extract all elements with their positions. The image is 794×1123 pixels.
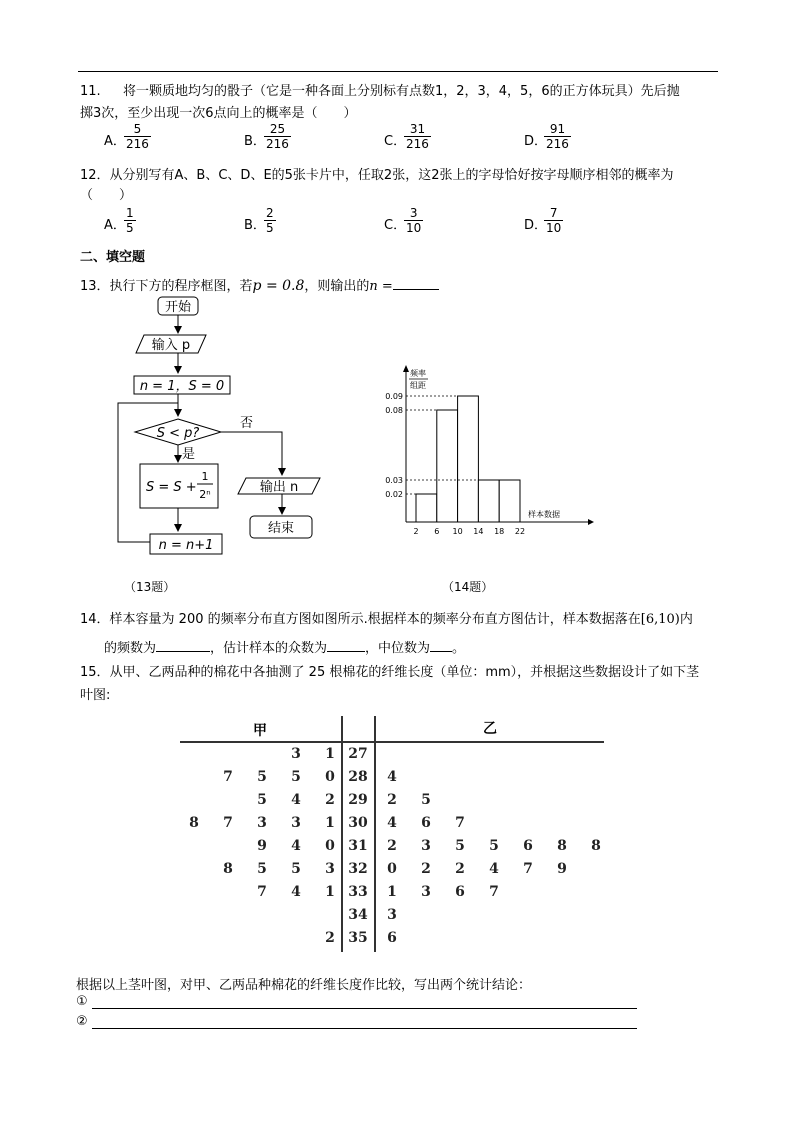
q14-median-blank[interactable]: [430, 638, 452, 652]
flow-start-label: 开始: [164, 300, 192, 315]
q13-var: n =: [369, 279, 393, 294]
q12-option-3-label: D．: [524, 218, 548, 233]
q11-option-2-label: C．: [384, 134, 407, 149]
stem-34: 34: [348, 907, 368, 923]
leaf-right: 7: [523, 861, 533, 877]
q11-option-2-denominator: 216: [406, 137, 429, 151]
q11-option-3-denominator: 216: [546, 137, 569, 151]
leaf-right: 5: [421, 792, 431, 808]
q12-option-3-denominator: 10: [546, 221, 562, 235]
leaf-left: 4: [291, 838, 301, 854]
stem-leaf-right-header: 乙: [483, 721, 497, 737]
q11-option-3-fraction[interactable]: [544, 122, 571, 151]
leaf-right: 4: [387, 815, 397, 831]
stem-28: 28: [348, 769, 368, 785]
leaf-right: 3: [387, 907, 397, 923]
leaf-right: 6: [523, 838, 533, 854]
q12-option-1-label: B．: [244, 218, 266, 233]
q11-option-3-numerator: 91: [544, 122, 571, 137]
leaf-left: 7: [223, 815, 233, 831]
q11-option-1-denominator: 216: [266, 137, 289, 151]
q15-answer-line-1[interactable]: [92, 1008, 637, 1009]
q14-mode-blank[interactable]: [327, 638, 365, 652]
leaf-right: 5: [455, 838, 465, 854]
flow-assign-num: 1: [201, 470, 209, 483]
q15-answer-line-2[interactable]: [92, 1028, 637, 1029]
stem-33: 33: [348, 884, 368, 900]
histogram-bar: [458, 396, 479, 522]
histogram-bar: [499, 480, 520, 522]
q15-line1: 15．从甲、乙两品种的棉花中各抽测了 25 根棉花的纤维长度（单位：mm），并根据这些数据设计了如下茎: [80, 665, 700, 680]
q14-line2: [104, 637, 465, 656]
leaf-right: 7: [455, 815, 465, 831]
flow-assign-left: S = S +: [146, 480, 197, 495]
y-tick-label: 0.03: [385, 476, 403, 485]
flow-decision-label: S < p?: [156, 426, 200, 441]
q15-mark1: ①: [76, 994, 88, 1009]
leaf-right: 4: [387, 769, 397, 785]
flow-no-label: 否: [240, 416, 254, 431]
q12-option-0-numerator: 1: [126, 206, 134, 220]
q14-frequency-blank[interactable]: [156, 638, 210, 652]
leaf-right: 6: [455, 884, 465, 900]
flowchart: [110, 292, 340, 572]
leaf-right: 9: [557, 861, 567, 877]
q13-mid: ，则输出的: [304, 279, 370, 294]
y-label-bottom: 组距: [410, 381, 426, 390]
x-tick-label: 2: [413, 527, 419, 536]
leaf-left: 5: [257, 861, 267, 877]
leaf-left: 5: [291, 861, 301, 877]
y-tick-label: 0.02: [385, 490, 403, 499]
x-tick-label: 10: [452, 527, 463, 536]
flow-init-label: n = 1，S = 0: [139, 379, 225, 394]
x-tick-label: 18: [494, 527, 505, 536]
flow-output-label: 输出 n: [259, 480, 299, 495]
q12-option-2-denominator: 10: [406, 221, 422, 235]
stem-27: 27: [348, 746, 368, 762]
histogram-bar: [437, 410, 458, 522]
q15-line2: 叶图:: [80, 688, 111, 703]
q12-option-0-label: A．: [104, 218, 126, 233]
q12-option-0-denominator: 5: [126, 221, 134, 235]
q11-option-2-numerator: 31: [404, 122, 431, 137]
leaf-left: 1: [325, 884, 335, 900]
leaf-right: 3: [421, 884, 431, 900]
flow-yes-label: 是: [182, 447, 196, 462]
top-rule: [78, 71, 718, 72]
leaf-left: 8: [223, 861, 233, 877]
leaf-left: 2: [325, 792, 335, 808]
q11-option-0-fraction[interactable]: [124, 122, 151, 151]
leaf-left: 4: [291, 792, 301, 808]
q12-line2: （ ）: [80, 188, 133, 203]
q11-line2: 掷3次，至少出现一次6点向上的概率是（ ）: [80, 106, 357, 121]
y-tick-label: 0.09: [385, 392, 403, 401]
q14-line2-c: ，中位数为: [365, 641, 431, 656]
q11-line1: [80, 80, 680, 99]
stem-leaf-left-header: 甲: [253, 723, 267, 739]
q12-option-2-label: C．: [384, 218, 407, 233]
q12-option-3-numerator: 7: [544, 206, 563, 221]
q12-option-2-numerator: 3: [404, 206, 423, 221]
leaf-left: 3: [291, 815, 301, 831]
leaf-left: 5: [257, 792, 267, 808]
y-label-top: 频率: [410, 369, 426, 378]
x-axis-arrow: [588, 519, 594, 525]
q11-text: 将一颗质地均匀的骰子（它是一种各面上分别标有点数1，2，3，4，5，6的正方体玩具）先后抛: [122, 84, 680, 99]
leaf-right: 3: [421, 838, 431, 854]
q11-option-3-label: D．: [524, 134, 548, 149]
leaf-left: 5: [291, 769, 301, 785]
leaf-right: 1: [387, 884, 397, 900]
leaf-left: 5: [257, 769, 267, 785]
flow-assign-den: 2ⁿ: [199, 488, 211, 501]
q12-option-3-fraction[interactable]: [544, 206, 563, 235]
q15-mark2: ②: [76, 1014, 88, 1029]
q14-line1: [80, 608, 693, 627]
x-tick-label: 22: [514, 527, 526, 536]
q13-answer-blank[interactable]: [393, 276, 439, 290]
leaf-left: 3: [291, 746, 301, 762]
q13-caption: （13题）: [124, 580, 176, 594]
q11-option-2-fraction[interactable]: [404, 122, 431, 151]
stem-29: 29: [348, 792, 368, 808]
leaf-left: 8: [189, 815, 199, 831]
leaf-left: 3: [325, 861, 335, 877]
stem-31: 31: [348, 838, 368, 854]
q14-interval: [6,10): [640, 612, 680, 627]
leaf-left: 7: [257, 884, 267, 900]
stem-32: 32: [348, 861, 368, 877]
q11-number: 11.: [80, 84, 101, 99]
section-heading: 二、填空题: [80, 250, 146, 265]
leaf-right: 6: [387, 930, 397, 946]
q11-option-0-numerator: 5: [124, 122, 151, 137]
histogram-bar: [416, 494, 437, 522]
leaf-right: 2: [387, 792, 397, 808]
q12-line1: 12．从分别写有A、B、C、D、E的5张卡片中，任取2张，这2张上的字母恰好按字母顺序相邻的概率为: [80, 168, 674, 183]
q11-option-0-denominator: 216: [126, 137, 149, 151]
leaf-right: 5: [489, 838, 499, 854]
leaf-right: 4: [489, 861, 499, 877]
leaf-right: 0: [387, 861, 397, 877]
leaf-left: 4: [291, 884, 301, 900]
leaf-right: 7: [489, 884, 499, 900]
histogram-chart: [370, 362, 600, 542]
q11-option-1-label: B．: [244, 134, 266, 149]
leaf-left: 3: [257, 815, 267, 831]
flow-input-label: 输入 p: [151, 338, 191, 353]
leaf-left: 1: [325, 815, 335, 831]
leaf-left: 7: [223, 769, 233, 785]
flow-increment-label: n = n+1: [158, 538, 214, 553]
q11-option-1-fraction[interactable]: [264, 122, 291, 151]
stem-30: 30: [348, 815, 368, 831]
leaf-left: 0: [325, 838, 335, 854]
y-axis-arrow: [403, 365, 409, 372]
leaf-left: 9: [257, 838, 267, 854]
q12-option-0-fraction[interactable]: [124, 206, 136, 235]
q15-conclusion: 根据以上茎叶图，对甲、乙两品种棉花的纤维长度作比较，写出两个统计结论：: [76, 978, 532, 993]
flow-end-label: 结束: [267, 521, 295, 536]
stem-leaf-divider-right: [374, 716, 376, 952]
histogram-bar: [478, 480, 499, 522]
q14-line2-d: 。: [452, 641, 466, 656]
leaf-right: 2: [421, 861, 431, 877]
q12-option-1-numerator: 2: [266, 206, 274, 220]
leaf-left: 2: [325, 930, 335, 946]
q14-line1-suffix: 内: [679, 612, 693, 627]
q14-line2-b: ，估计样本的众数为: [210, 641, 328, 656]
q13-cond: p = 0.8: [252, 278, 305, 294]
stem-35: 35: [348, 930, 368, 946]
y-tick-label: 0.08: [385, 406, 403, 415]
q11-option-0-label: A．: [104, 134, 126, 149]
x-label: 样本数据: [528, 510, 560, 519]
leaf-left: 0: [325, 769, 335, 785]
q14-caption: （14题）: [442, 580, 494, 594]
leaf-right: 6: [421, 815, 431, 831]
stem-leaf-header-rule: [180, 741, 604, 743]
leaf-left: 1: [325, 746, 335, 762]
q11-option-1-numerator: 25: [264, 122, 291, 137]
leaf-right: 8: [557, 838, 567, 854]
q12-option-2-fraction[interactable]: [404, 206, 423, 235]
q14-line2-a: 的频数为: [104, 641, 157, 656]
leaf-right: 2: [455, 861, 465, 877]
x-tick-label: 6: [434, 527, 440, 536]
q12-option-1-denominator: 5: [266, 221, 274, 235]
leaf-right: 2: [387, 838, 397, 854]
x-tick-label: 14: [473, 527, 484, 536]
q12-option-1-fraction[interactable]: [264, 206, 276, 235]
leaf-right: 8: [591, 838, 601, 854]
q13-prefix: 13．执行下方的程序框图，若: [80, 279, 253, 294]
q14-line1-prefix: 14．样本容量为 200 的频率分布直方图如图所示.根据样本的频率分布直方图估计，样本数据落在: [80, 612, 641, 627]
